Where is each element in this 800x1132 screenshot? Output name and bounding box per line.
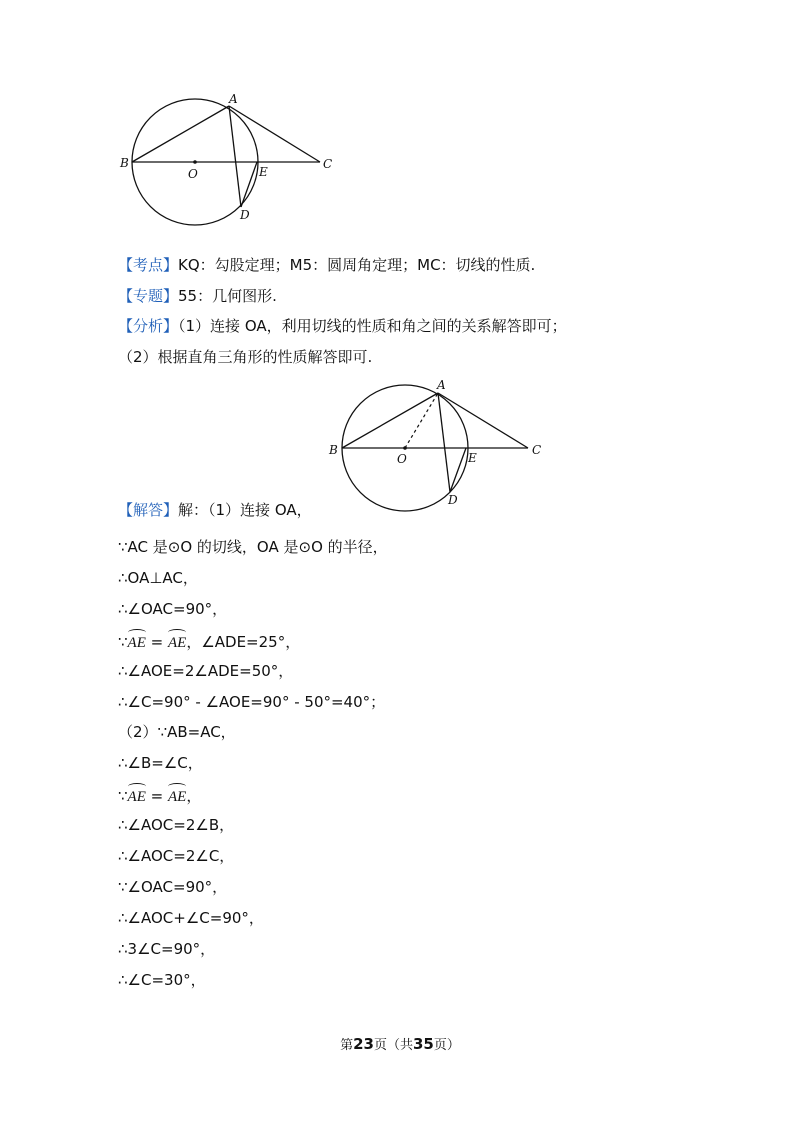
step-text: ∵ <box>118 787 128 805</box>
segment-oa-dashed <box>405 393 438 448</box>
solution-step <box>118 784 201 807</box>
solution-step <box>118 877 227 897</box>
solution-step <box>118 630 300 653</box>
label-a: A <box>437 378 446 392</box>
footer-total-pages: 35 <box>413 1035 434 1053</box>
label-c: C <box>532 443 542 457</box>
fenxi-text-2: （2）根据直角三角形的性质解答即可. <box>118 348 373 366</box>
step-text: ∴OA⊥AC， <box>118 569 198 587</box>
arc-ae: AE <box>128 784 146 807</box>
solution-step <box>118 692 385 712</box>
step-text: ∵ <box>118 633 128 651</box>
arc-ae: AE <box>168 630 186 653</box>
step-text: ∴∠AOC+∠C=90°， <box>118 909 264 927</box>
step-text: ∵AC 是⊙O 的切线，OA 是⊙O 的半径， <box>118 538 388 556</box>
jieda-line <box>118 500 312 520</box>
solution-step <box>118 908 264 928</box>
fenxi-tag: 【分析】 <box>118 317 179 335</box>
kaodian-line <box>118 255 535 275</box>
step-text: ∴∠AOE=2∠ADE=50°， <box>118 662 294 680</box>
center-point <box>403 446 407 450</box>
solution-step <box>118 661 293 681</box>
step-text: ∵∠OAC=90°， <box>118 878 228 896</box>
segment-ba <box>342 393 438 448</box>
label-e: E <box>259 165 268 179</box>
zhuanti-text: 55：几何图形. <box>178 287 277 305</box>
segment-ac <box>438 393 528 448</box>
label-a: A <box>229 92 238 106</box>
figure-2-circle-diagram <box>326 377 551 512</box>
segment-ac <box>229 106 320 162</box>
step-text: ∴∠B=∠C， <box>118 754 203 772</box>
center-point <box>193 160 197 164</box>
step-text: ∴∠AOC=2∠B， <box>118 816 235 834</box>
step-text: ∴∠C=30°， <box>118 971 206 989</box>
kaodian-text: KQ：勾股定理；M5：圆周角定理；MC：切线的性质. <box>178 256 536 274</box>
label-o: O <box>397 452 407 466</box>
solution-step <box>118 939 215 959</box>
arc-ae: AE <box>168 784 186 807</box>
solution-step <box>118 753 203 773</box>
step-text: ∴∠C=90° - ∠AOE=90° - 50°=40°； <box>118 693 386 711</box>
label-d: D <box>448 493 458 507</box>
step-text: （2）∵AB=AC， <box>118 723 236 741</box>
footer-page-number: 23 <box>353 1035 374 1053</box>
figure-1-circle-diagram <box>118 90 343 230</box>
equals-sign: = <box>145 787 168 805</box>
fenxi-line <box>118 316 567 336</box>
solution-step <box>118 846 234 866</box>
jieda-tag: 【解答】 <box>118 501 179 519</box>
segment-ad <box>229 106 241 207</box>
label-e: E <box>468 451 477 465</box>
segment-ad <box>438 393 450 492</box>
arc-ae: AE <box>128 630 146 653</box>
footer-pre: 第 <box>340 1038 354 1053</box>
fenxi-line-2 <box>118 347 372 367</box>
label-b: B <box>329 443 338 457</box>
fenxi-text-1: （1）连接 OA，利用切线的性质和角之间的关系解答即可； <box>178 317 567 335</box>
step-text: ∴3∠C=90°， <box>118 940 216 958</box>
solution-step <box>118 599 227 619</box>
solution-step <box>118 722 236 742</box>
kaodian-tag: 【考点】 <box>118 256 179 274</box>
solution-step <box>118 970 206 990</box>
zhuanti-line <box>118 286 277 306</box>
step-text: ∴∠OAC=90°， <box>118 600 228 618</box>
jieda-text: 解：（1）连接 OA， <box>178 501 312 519</box>
label-c: C <box>323 157 333 171</box>
footer-post: 页） <box>433 1038 460 1053</box>
label-o: O <box>188 167 198 181</box>
solution-step <box>118 568 198 588</box>
solution-step <box>118 537 388 557</box>
segment-ba <box>132 106 229 162</box>
segment-de <box>241 162 257 207</box>
footer-mid: 页（共 <box>373 1038 413 1053</box>
page-footer <box>0 1034 800 1053</box>
label-b: B <box>120 156 129 170</box>
step-text-tail: ， <box>186 787 202 805</box>
solution-step <box>118 815 234 835</box>
equals-sign: = <box>145 633 168 651</box>
zhuanti-tag: 【专题】 <box>118 287 179 305</box>
label-d: D <box>240 208 250 222</box>
step-text: ∴∠AOC=2∠C， <box>118 847 235 865</box>
step-text-tail: ，∠ADE=25°， <box>186 633 301 651</box>
